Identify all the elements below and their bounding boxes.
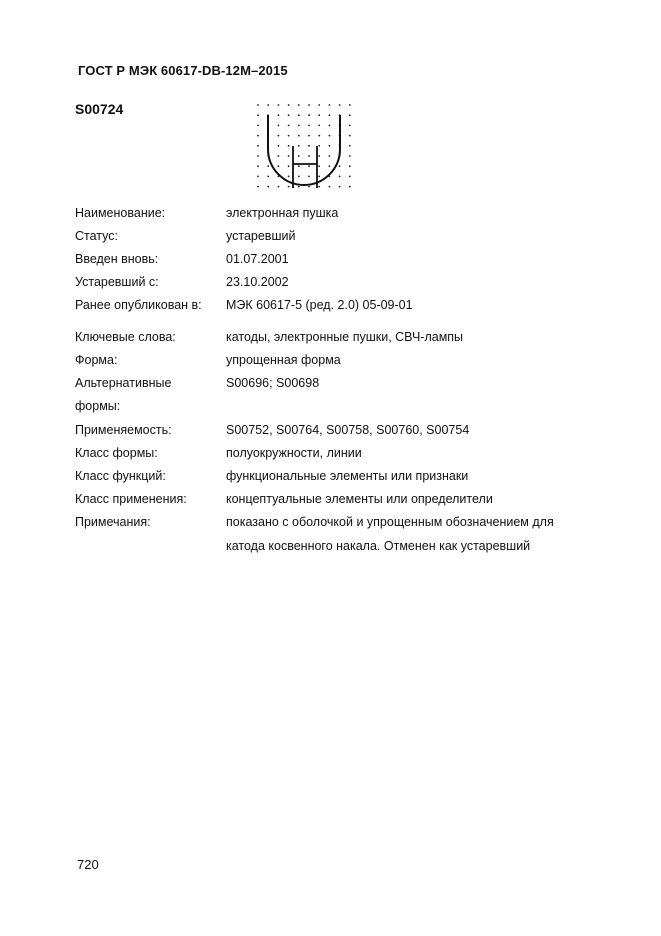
- field-value: электронная пушка: [226, 206, 339, 220]
- grid-dot: [349, 135, 351, 137]
- field-label: Введен вновь:: [75, 252, 159, 266]
- page-number: 720: [77, 857, 99, 872]
- grid-dot: [267, 176, 269, 178]
- document-header: ГОСТ Р МЭК 60617-DB-12M–2015: [78, 63, 288, 78]
- grid-dot: [349, 145, 351, 147]
- grid-dot: [288, 145, 290, 147]
- grid-dot: [318, 145, 320, 147]
- field-value: полуокружности, линии: [226, 446, 362, 460]
- grid-dot: [278, 114, 280, 116]
- grid-dot: [308, 114, 310, 116]
- grid-dot: [308, 155, 310, 157]
- field-label: Класс формы:: [75, 446, 158, 460]
- grid-dot: [349, 125, 351, 127]
- field-label: Применяемость:: [75, 423, 172, 437]
- grid-dot: [339, 104, 341, 106]
- grid-dot: [288, 104, 290, 106]
- grid-dot: [329, 186, 331, 188]
- grid-dot: [257, 176, 259, 178]
- grid-dot: [339, 186, 341, 188]
- grid-dot: [329, 135, 331, 137]
- grid-dot: [298, 176, 300, 178]
- grid-dot: [298, 155, 300, 157]
- grid-dot: [349, 114, 351, 116]
- grid-dot: [298, 135, 300, 137]
- grid-dot: [267, 186, 269, 188]
- field-label-continued: формы:: [75, 399, 121, 413]
- field-value: катоды, электронные пушки, СВЧ-лампы: [226, 330, 464, 344]
- grid-dot: [308, 186, 310, 188]
- grid-dot: [318, 186, 320, 188]
- field-label: Статус:: [75, 229, 118, 243]
- grid-dot: [318, 165, 320, 167]
- field-value: 23.10.2002: [226, 275, 289, 289]
- grid-dot: [288, 125, 290, 127]
- grid-dot: [308, 165, 310, 167]
- grid-dot: [298, 145, 300, 147]
- grid-dot: [267, 104, 269, 106]
- grid-dot: [257, 125, 259, 127]
- grid-dot: [318, 176, 320, 178]
- grid-dot: [288, 135, 290, 137]
- grid-dot: [339, 176, 341, 178]
- grid-dot: [257, 155, 259, 157]
- field-label: Класс функций:: [75, 469, 166, 483]
- field-label: Форма:: [75, 353, 118, 367]
- grid-dot: [308, 145, 310, 147]
- grid-dot: [318, 155, 320, 157]
- grid-dot: [288, 176, 290, 178]
- grid-dot: [318, 135, 320, 137]
- symbol-code: S00724: [75, 101, 124, 117]
- field-value: показано с оболочкой и упрощенным обозначением для: [226, 515, 554, 529]
- grid-dot: [318, 125, 320, 127]
- field-value: S00752, S00764, S00758, S00760, S00754: [226, 423, 470, 437]
- grid-dot: [308, 125, 310, 127]
- grid-dot: [308, 135, 310, 137]
- grid-dot: [257, 104, 259, 106]
- grid-dot: [278, 186, 280, 188]
- grid-dot: [267, 165, 269, 167]
- grid-dot: [298, 125, 300, 127]
- grid-dot: [298, 114, 300, 116]
- grid-dot: [257, 165, 259, 167]
- field-label: Альтернативные: [75, 376, 172, 390]
- grid-dot: [278, 145, 280, 147]
- field-value-continued: катода косвенного накала. Отменен как устаревший: [226, 539, 531, 553]
- grid-dot: [349, 176, 351, 178]
- grid-dot: [318, 114, 320, 116]
- grid-dot: [329, 155, 331, 157]
- grid-dot: [257, 114, 259, 116]
- grid-dot: [329, 104, 331, 106]
- field-label: Ключевые слова:: [75, 330, 176, 344]
- grid-dot: [298, 186, 300, 188]
- grid-dot: [288, 165, 290, 167]
- field-label: Ранее опубликован в:: [75, 298, 202, 312]
- grid-dot: [329, 165, 331, 167]
- grid-dot: [278, 135, 280, 137]
- field-value: концептуальные элементы или определители: [226, 492, 493, 506]
- field-value: 01.07.2001: [226, 252, 289, 266]
- field-label: Наименование:: [75, 206, 166, 220]
- field-value: устаревший: [226, 229, 296, 243]
- grid-dot: [329, 145, 331, 147]
- field-value: S00696; S00698: [226, 376, 320, 390]
- grid-dot: [298, 165, 300, 167]
- grid-dot: [278, 125, 280, 127]
- grid-dot: [349, 186, 351, 188]
- grid-dot: [257, 135, 259, 137]
- field-label: Класс применения:: [75, 492, 187, 506]
- grid-dot: [349, 155, 351, 157]
- grid-dot: [288, 155, 290, 157]
- grid-dot: [318, 104, 320, 106]
- grid-dot: [329, 114, 331, 116]
- field-value: упрощенная форма: [226, 353, 341, 367]
- grid-dot: [308, 104, 310, 106]
- grid-dot: [257, 186, 259, 188]
- grid-dot: [278, 165, 280, 167]
- grid-dot: [288, 114, 290, 116]
- electron-gun-symbol-icon: [252, 99, 356, 193]
- field-value: МЭК 60617-5 (ред. 2.0) 05-09-01: [226, 298, 413, 312]
- field-label: Устаревший с:: [75, 275, 159, 289]
- grid-dot: [298, 104, 300, 106]
- field-label: Примечания:: [75, 515, 151, 529]
- grid-dot: [308, 176, 310, 178]
- grid-dot: [329, 125, 331, 127]
- grid-dot: [288, 186, 290, 188]
- grid-dot: [257, 145, 259, 147]
- grid-dot: [278, 155, 280, 157]
- grid-dot: [278, 104, 280, 106]
- grid-dot: [349, 104, 351, 106]
- field-value: функциональные элементы или признаки: [226, 469, 469, 483]
- grid-dot: [339, 165, 341, 167]
- grid-dot: [349, 165, 351, 167]
